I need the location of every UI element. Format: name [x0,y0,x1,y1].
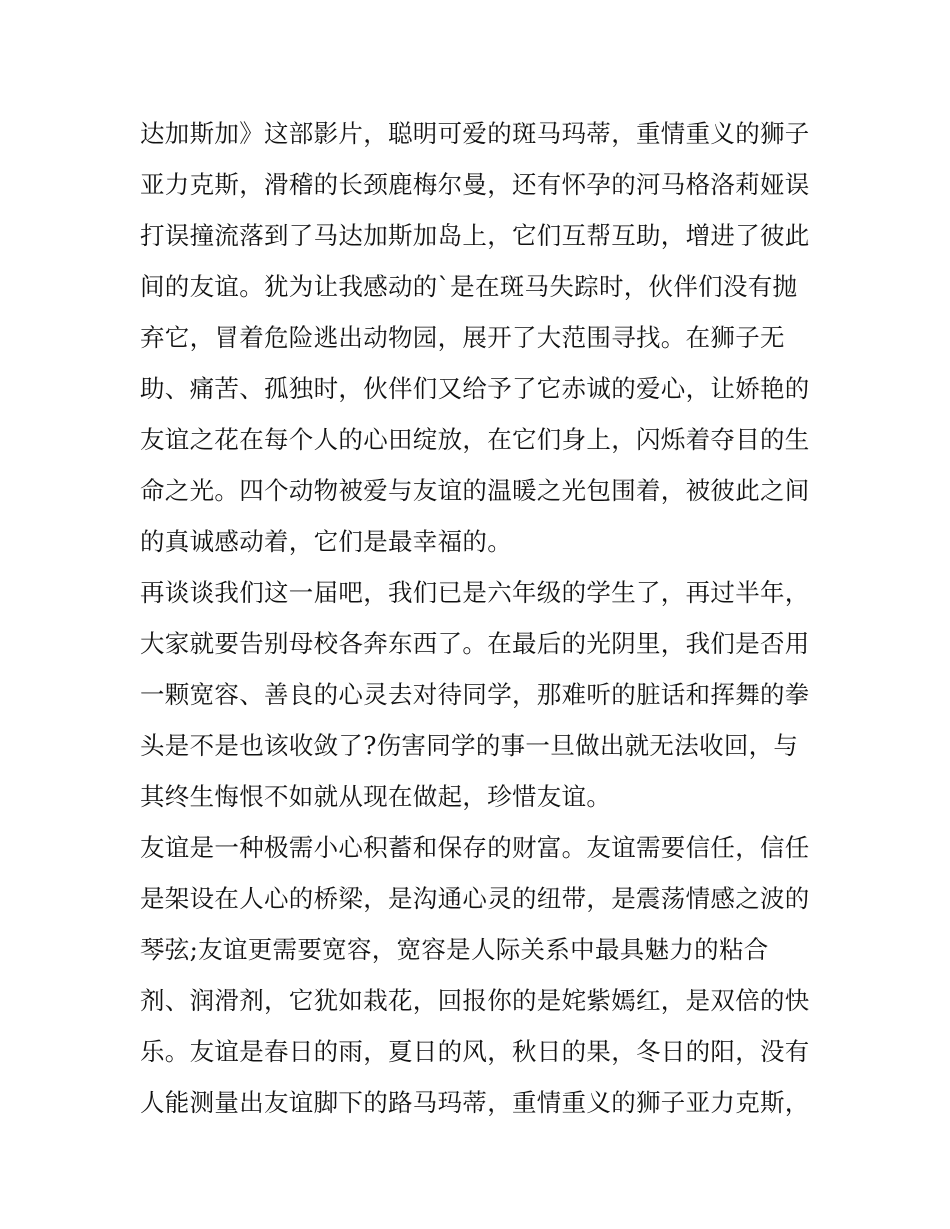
text-line: 再谈谈我们这一届吧，我们已是六年级的学生了，再过半年， [140,578,810,607]
text-line: 一颗宽容、善良的心灵去对待同学，那难听的脏话和挥舞的拳 [140,680,810,709]
text-line: 间的友谊。犹为让我感动的`是在斑马失踪时，伙伴们没有抛 [140,272,798,301]
text-line: 琴弦;友谊更需要宽容，宽容是人际关系中最具魅力的粘合 [140,935,769,964]
text-line: 亚力克斯，滑稽的长颈鹿梅尔曼，还有怀孕的河马格洛莉娅误 [140,170,810,199]
text-line: 大家就要告别母校各奔东西了。在最后的光阴里，我们是否用 [140,629,810,658]
text-line: 助、痛苦、孤独时，伙伴们又给予了它赤诚的爱心，让娇艳的 [140,374,810,403]
document-body [140,108,830,1128]
text-line: 命之光。四个动物被爱与友谊的温暖之光包围着，被彼此之间 [140,476,810,505]
text-line: 友谊是一种极需小心积蓄和保存的财富。友谊需要信任，信任 [140,833,810,862]
text-line: 弃它，冒着危险逃出动物园，展开了大范围寻找。在狮子无 [140,323,785,352]
text-line: 达加斯加》这部影片，聪明可爱的斑马玛蒂，重情重义的狮子 [140,119,810,148]
text-line: 友谊之花在每个人的心田绽放，在它们身上，闪烁着夺目的生 [140,425,810,454]
text-line: 人能测量出友谊脚下的路马玛蒂，重情重义的狮子亚力克斯， [140,1088,810,1117]
text-line: 乐。友谊是春日的雨，夏日的风，秋日的果，冬日的阳，没有 [140,1037,810,1066]
text-line: 是架设在人心的桥梁，是沟通心灵的纽带，是震荡情感之波的 [140,884,810,913]
text-line: 其终生悔恨不如就从现在做起，珍惜友谊。 [140,782,612,811]
text-line: 的真诚感动着，它们是最幸福的。 [140,527,512,556]
text-line: 打误撞流落到了马达加斯加岛上，它们互帮互助，增进了彼此 [140,221,810,250]
text-line: 头是不是也该收敛了?伤害同学的事一旦做出就无法收回，与 [140,731,799,760]
text-line: 剂、润滑剂，它犹如栽花，回报你的是姹紫嫣红，是双倍的快 [140,986,810,1015]
